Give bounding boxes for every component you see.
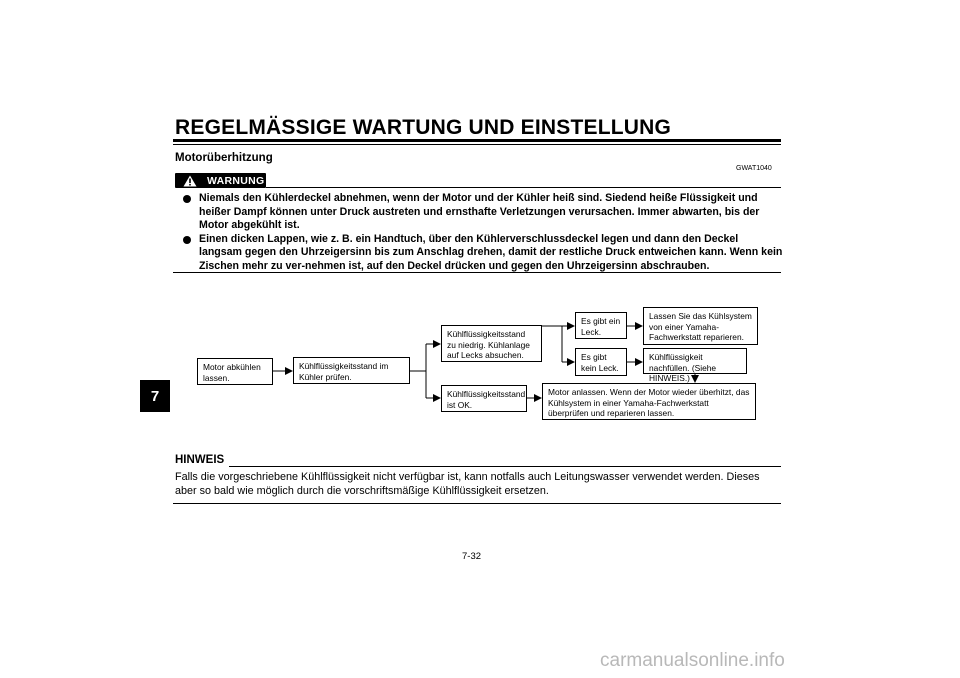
hinweis-label: HINWEIS bbox=[175, 454, 225, 466]
warning-item-text: Einen dicken Lappen, wie z. B. ein Handtuch, über den Kühlerverschlussdeckel legen und dann den Deckel langsam gegen den Uhrzeigersinn bis zum Anschlag drehen, damit der restliche Druck entweichen kann. Wenn kein Zischen mehr zu ver-nehmen ist, auf den Deckel drücken und gegen den Uhrzeigersinn abschrauben. bbox=[199, 232, 783, 272]
flow-box-action-repair: Lassen Sie das Kühlsystem von einer Yamaha-Fachwerkstatt reparieren. bbox=[643, 307, 758, 345]
section-heading: Motorüberhitzung bbox=[175, 152, 273, 164]
arrow-icon bbox=[433, 394, 441, 402]
arrow-icon bbox=[433, 340, 441, 348]
flow-box-leak-yes: Es gibt ein Leck. bbox=[575, 312, 627, 339]
warning-item-text: Niemals den Kühlerdeckel abnehmen, wenn der Motor und der Kühler heiß sind. Siedend heiße Flüssigkeit und heißer Dampf können unter Druck austreten und ernsthafte Verletzungen verursachen. Immer abwarten, bis der Motor abgekühlt ist. bbox=[199, 192, 760, 231]
watermark: carmanualsonline.info bbox=[600, 650, 785, 671]
arrow-icon bbox=[635, 322, 643, 330]
arrow-icon bbox=[691, 375, 699, 383]
flow-box-leak-no: Es gibt kein Leck. bbox=[575, 348, 627, 376]
document-code: GWAT1040 bbox=[736, 165, 772, 172]
hinweis-bottom-rule bbox=[173, 503, 781, 504]
arrow-icon bbox=[635, 358, 643, 366]
page-title: REGELMÄSSIGE WARTUNG UND EINSTELLUNG bbox=[175, 116, 672, 139]
arrow-icon bbox=[567, 358, 575, 366]
flow-box-level-ok: Kühlflüssigkeitsstand ist OK. bbox=[441, 385, 527, 412]
page-number: 7-32 bbox=[462, 551, 482, 562]
hinweis-text: Falls die vorgeschriebene Kühlflüssigkeit nicht verfügbar ist, kann notfalls auch Leitungswasser verwendet werden. Dieses aber so bald wie möglich durch die vorschriftsmäßige Kühlflüssigkeit ersetzen. bbox=[175, 471, 760, 497]
flow-box-level-low: Kühlflüssigkeitsstand zu niedrig. Kühlanlage auf Lecks absuchen. bbox=[441, 325, 542, 362]
arrow-icon bbox=[567, 322, 575, 330]
warning-label: WARNUNG bbox=[207, 174, 265, 187]
arrow-icon bbox=[534, 394, 542, 402]
flow-box-action-restart: Motor anlassen. Wenn der Motor wieder überhitzt, das Kühlsystem in einer Yamaha-Fachwerkstatt überprüfen und reparieren lassen. bbox=[542, 383, 756, 420]
flow-box-check-level: Kühlflüssigkeitsstand im Kühler prüfen. bbox=[293, 357, 410, 384]
arrow-icon bbox=[285, 367, 293, 375]
flow-box-action-refill: Kühlflüssigkeit nachfüllen. (Siehe HINWEIS.) bbox=[643, 348, 747, 374]
hinweis-rule bbox=[229, 466, 781, 467]
flow-box-motor-cool: Motor abkühlen lassen. bbox=[197, 358, 273, 385]
chapter-tab: 7 bbox=[140, 380, 170, 412]
